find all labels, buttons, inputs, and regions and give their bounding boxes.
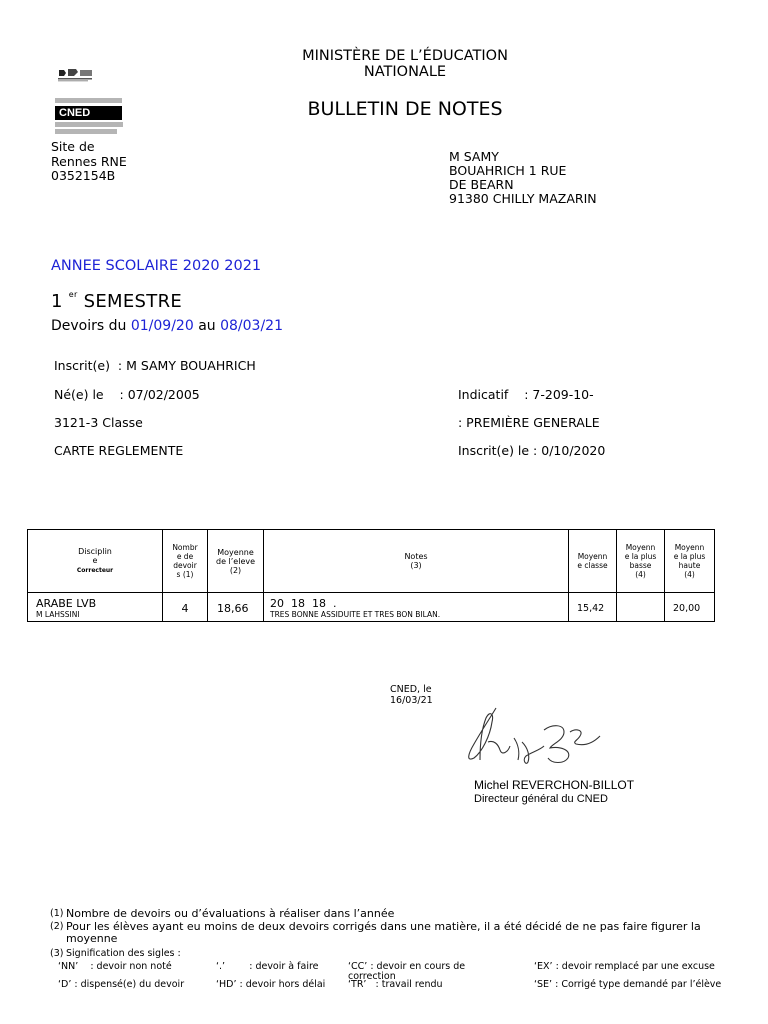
header-nombre — [163, 530, 208, 593]
ministry-line2: NATIONALE — [363, 64, 447, 80]
student-inscrit-date: Inscrit(e) le : 0/10/2020 — [458, 443, 606, 458]
signatory-name: Michel REVERCHON-BILLOT — [474, 778, 635, 792]
header-moyenne-classe — [569, 530, 617, 593]
sigle-dot: ‘.’ : devoir à faire — [216, 961, 319, 972]
devoirs-period — [51, 318, 283, 334]
header-correcteur-label: Correcteur — [76, 567, 114, 574]
footnote-3 — [50, 948, 750, 961]
site-address — [51, 140, 127, 184]
devoirs-start-date: 01/09/20 — [130, 318, 194, 334]
header-notes — [264, 530, 569, 593]
cell-moyenne-classe: 15,42 — [569, 593, 617, 622]
signatory-role: Directeur général du CNED — [474, 793, 608, 805]
cell-notes — [264, 593, 569, 622]
sigle-d: ‘D’ : dispensé(e) du devoir — [58, 979, 185, 990]
cned-logo-text: CNED — [55, 106, 122, 120]
cell-moyenne-haute: 20,00 — [665, 593, 715, 622]
student-carte: CARTE REGLEMENTE — [54, 443, 184, 458]
footnote-3-number: (3) — [50, 947, 64, 959]
semester-suffix: er — [68, 290, 78, 299]
sigles-legend — [50, 960, 750, 1004]
sigle-hd: ‘HD’ : devoir hors délai — [216, 979, 326, 990]
place-date — [390, 684, 433, 706]
site-line: 0352154B — [51, 168, 116, 183]
footnote-1-text: Nombre de devoirs ou d’évaluations à réaliser dans l’année — [66, 907, 395, 920]
footnote-2-number: (2) — [50, 920, 64, 932]
student-birthdate: Né(e) le : 07/02/2005 — [54, 387, 200, 402]
place-date-line1: CNED, le — [390, 684, 432, 695]
semester-number: 1 — [51, 291, 63, 312]
logo-bar — [55, 129, 117, 134]
page-title: BULLETIN DE NOTES — [307, 98, 503, 120]
school-year: ANNEE SCOLAIRE 2020 2021 — [51, 258, 262, 274]
header-moyenne-haute-label: Moyenn e la plus haute (4) — [673, 543, 706, 579]
sigle-nn: ‘NN’ : devoir non noté — [58, 961, 172, 972]
grades-table — [27, 529, 715, 622]
header-notes-ref: (3) — [410, 561, 422, 570]
recipient-line: DE BEARN — [449, 177, 514, 192]
footnote-1 — [50, 908, 750, 921]
student-classe: 3121-3 Classe — [54, 415, 143, 430]
header-moyenne-eleve-label: Moyenne de l’eleve (2) — [215, 547, 256, 575]
notes-values: 20 18 18 . — [270, 597, 337, 610]
recipient-line: BOUAHRICH 1 RUE — [449, 163, 567, 178]
header-moyenne-basse-label: Moyenn e la plus basse (4) — [624, 543, 657, 579]
footnote-2-text: Pour les élèves ayant eu moins de deux devoirs corrigés dans une matière, il a été décidé de ne pas faire figurer la — [66, 919, 701, 933]
student-inscrit: Inscrit(e) : M SAMY BOUAHRICH — [54, 358, 256, 373]
signatory-block — [474, 778, 634, 806]
handwritten-signature — [460, 700, 610, 780]
marianne-logo-icon — [56, 68, 94, 82]
devoirs-middle: au — [198, 318, 216, 334]
cell-discipline — [28, 593, 163, 622]
sigle-se: ‘SE’ : Corrigé type demandé par l’élève — [534, 979, 722, 990]
recipient-line: M SAMY — [449, 149, 499, 164]
cell-nombre: 4 — [163, 593, 208, 622]
correcteur-name: M LAHSSINI — [36, 610, 80, 619]
place-date-line2: 16/03/21 — [390, 695, 433, 706]
cell-moyenne-basse — [617, 593, 665, 622]
table-row — [28, 593, 715, 622]
recipient-line: 91380 CHILLY MAZARIN — [449, 191, 597, 206]
header-moyenne-classe-label: Moyenn e classe — [577, 552, 608, 570]
cell-moyenne: 18,66 — [208, 593, 264, 622]
header-discipline — [28, 530, 163, 593]
table-header-row — [28, 530, 715, 593]
header-notes-label: Notes — [404, 552, 428, 561]
sigle-cc: ‘CC’ : devoir en cours de correction — [348, 961, 466, 982]
notes-appreciation: TRES BONNE ASSIDUITE ET TRES BON BILAN. — [270, 610, 441, 619]
footnote-1-number: (1) — [50, 908, 64, 919]
footnote-2 — [50, 921, 750, 946]
cned-logo — [55, 68, 125, 138]
devoirs-prefix: Devoirs du — [51, 318, 127, 334]
header-moyenne-haute — [665, 530, 715, 593]
footnote-3-text: Signification des sigles : — [66, 947, 181, 959]
footnotes — [50, 908, 750, 1004]
footnote-2-text-cont: moyenne — [66, 932, 118, 945]
discipline-name: ARABE LVB — [36, 597, 97, 610]
sigle-ex: ‘EX’ : devoir remplacé par une excuse — [534, 961, 715, 972]
header-nombre-label: Nombr e de devoir s (1) — [172, 543, 198, 579]
semester-label: SEMESTRE — [83, 291, 183, 312]
logo-bar — [55, 122, 123, 127]
ministry-line1: MINISTÈRE DE L’ÉDUCATION — [302, 48, 508, 64]
sigle-tr: ‘TR’ : travail rendu — [348, 979, 443, 990]
site-line: Site de — [51, 139, 95, 154]
logo-bar — [55, 98, 122, 103]
student-indicatif: Indicatif : 7-209-10- — [458, 387, 594, 402]
site-line: Rennes RNE — [51, 153, 127, 169]
header-moyenne-basse — [617, 530, 665, 593]
header-discipline-label: Disciplin e — [78, 547, 112, 565]
header-moyenne-eleve — [208, 530, 264, 593]
devoirs-end-date: 08/03/21 — [220, 318, 283, 334]
student-niveau: : PREMIÈRE GENERALE — [458, 415, 600, 430]
recipient-address — [449, 150, 597, 206]
semester-title — [51, 291, 182, 312]
